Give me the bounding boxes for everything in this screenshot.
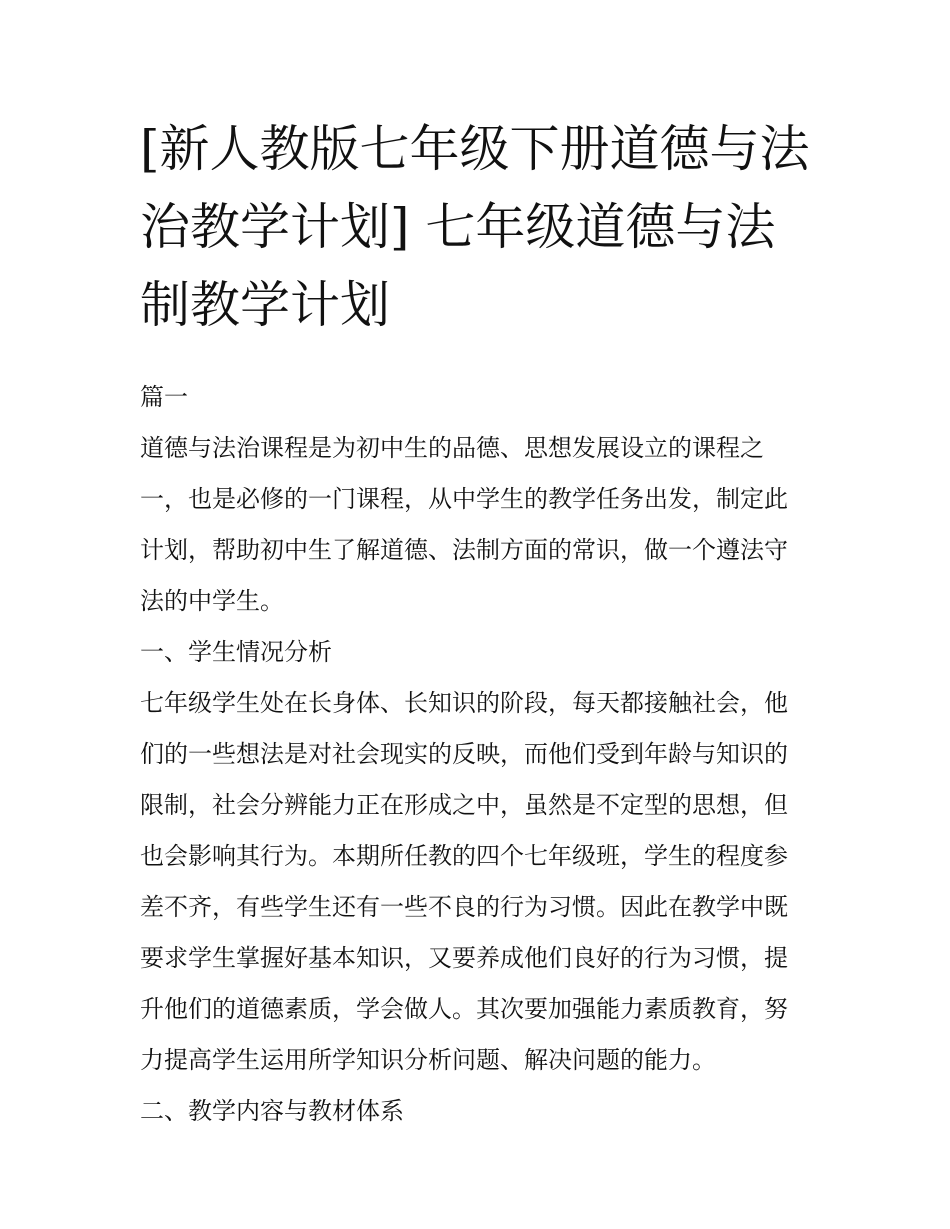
paragraph-line: 限制，社会分辨能力正在形成之中，虽然是不定型的思想，但	[140, 791, 788, 819]
paragraph-line: 差不齐，有些学生还有一些不良的行为习惯。因此在教学中既	[140, 893, 788, 921]
paragraph-line: 升他们的道德素质，学会做人。其次要加强能力素质教育，努	[140, 995, 788, 1023]
paragraph-line: 法的中学生。	[140, 587, 284, 615]
paragraph-line: 要求学生掌握好基本知识，又要养成他们良好的行为习惯，提	[140, 944, 788, 972]
paragraph-line: 也会影响其行为。本期所任教的四个七年级班，学生的程度参	[140, 842, 788, 870]
paragraph-line: 一，也是必修的一门课程，从中学生的教学任务出发，制定此	[140, 485, 788, 513]
section-heading: 二、教学内容与教材体系	[140, 1097, 404, 1125]
paragraph-line: 们的一些想法是对社会现实的反映，而他们受到年龄与知识的	[140, 740, 788, 768]
paragraph-line: 计划，帮助初中生了解道德、法制方面的常识，做一个遵法守	[140, 536, 788, 564]
paragraph-line: 力提高学生运用所学知识分析问题、解决问题的能力。	[140, 1046, 716, 1074]
section-heading: 一、学生情况分析	[140, 638, 332, 666]
title-line: [新人教版七年级下册道德与法	[140, 120, 810, 178]
document-body	[140, 372, 820, 1137]
paragraph-line: 七年级学生处在长身体、长知识的阶段，每天都接触社会，他	[140, 689, 788, 717]
title-line: 制教学计划	[140, 276, 390, 334]
paragraph-line: 道德与法治课程是为初中生的品德、思想发展设立的课程之	[140, 434, 764, 462]
document-title	[140, 110, 820, 344]
document-page	[140, 110, 820, 1137]
title-line: 治教学计划] 七年级道德与法	[140, 198, 776, 256]
section-label: 篇一	[140, 383, 188, 411]
